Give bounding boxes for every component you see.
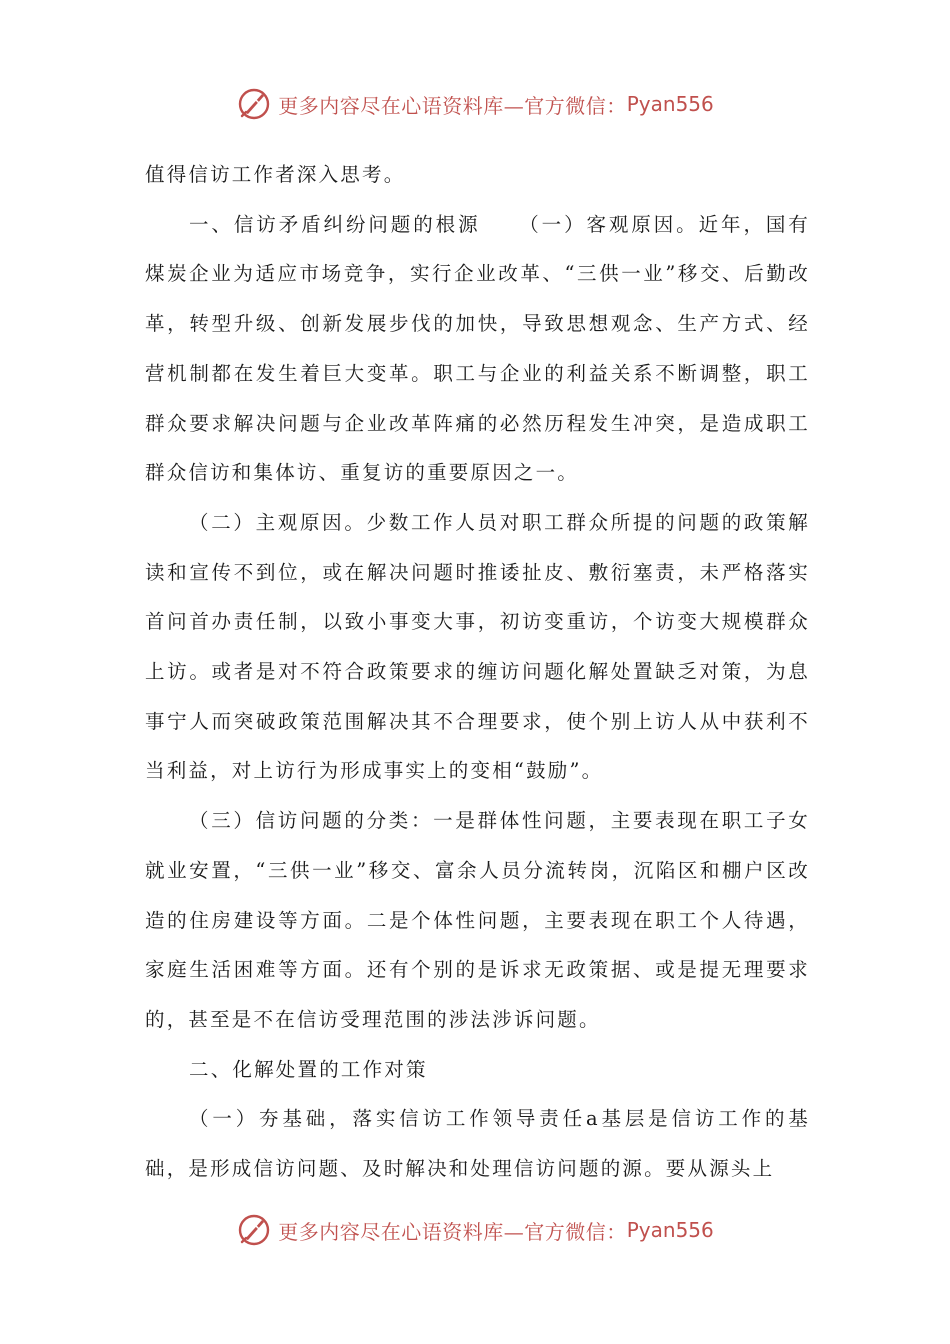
paragraph-classification: （三）信访问题的分类：一是群体性问题，主要表现在职工子女就业安置，“三供一业”移交、富余人员分流转岗，沉陷区和棚户区改造的住房建设等方面。二是个体性问题，主要表现在职工个人待遇，家庭生活困难等方面。还有个别的是诉求无政策据、或是提无理要求的，甚至是不在信访受理范围的涉法涉诉问题。 [145, 809, 810, 1031]
banner-text: 更多内容尽在心语资料库—官方微信： [278, 1219, 627, 1244]
document-body [145, 150, 810, 1194]
banner-wechat-id: Pyan556 [626, 92, 714, 116]
section-one-heading: 一、信访矛盾纠纷问题的根源 [189, 212, 481, 236]
section-two-heading: 二、化解处置的工作对策 [189, 1057, 428, 1081]
section-one-body: （一）客观原因。近年，国有煤炭企业为适应市场竞争，实行企业改革、“三供一业”移交、后勤改革，转型升级、创新发展步伐的加快，导致思想观念、生产方式、经营机制都在发生着巨大变革。职工与企业的利益关系不断调整，职工群众要求解决问题与企业改革阵痛的必然历程发生冲突，是造成职工群众信访和集体访、重复访的重要原因之一。 [145, 212, 810, 485]
banner-text: 更多内容尽在心语资料库—官方微信： [278, 93, 627, 118]
paragraph-subjective-causes: （二）主观原因。少数工作人员对职工群众所提的问题的政策解读和宣传不到位，或在解决问题时推诿扯皮、敷衍塞责，未严格落实首问首办责任制，以致小事变大事，初访变重访，个访变大规模群众上访。或者是对不符合政策要求的缠访问题化解处置缺乏对策，为息事宁人而突破政策范围解决其不合理要求，使个别上访人从中获利不当利益，对上访行为形成事实上的变相“鼓励”。 [145, 510, 810, 783]
paragraph-foundation: （一）夯基础，落实信访工作领导责任a基层是信访工作的基础，是形成信访问题、及时解决和处理信访问题的源。要从源头上 [145, 1107, 810, 1181]
footer-banner [0, 1210, 950, 1250]
header-banner [0, 84, 950, 124]
banner-wechat-id: Pyan556 [626, 1218, 714, 1242]
quill-pen-icon [236, 86, 272, 122]
paragraph-section-one [145, 200, 810, 498]
paragraph-continuation: 值得信访工作者深入思考。 [145, 163, 406, 186]
quill-pen-icon [236, 1212, 272, 1248]
